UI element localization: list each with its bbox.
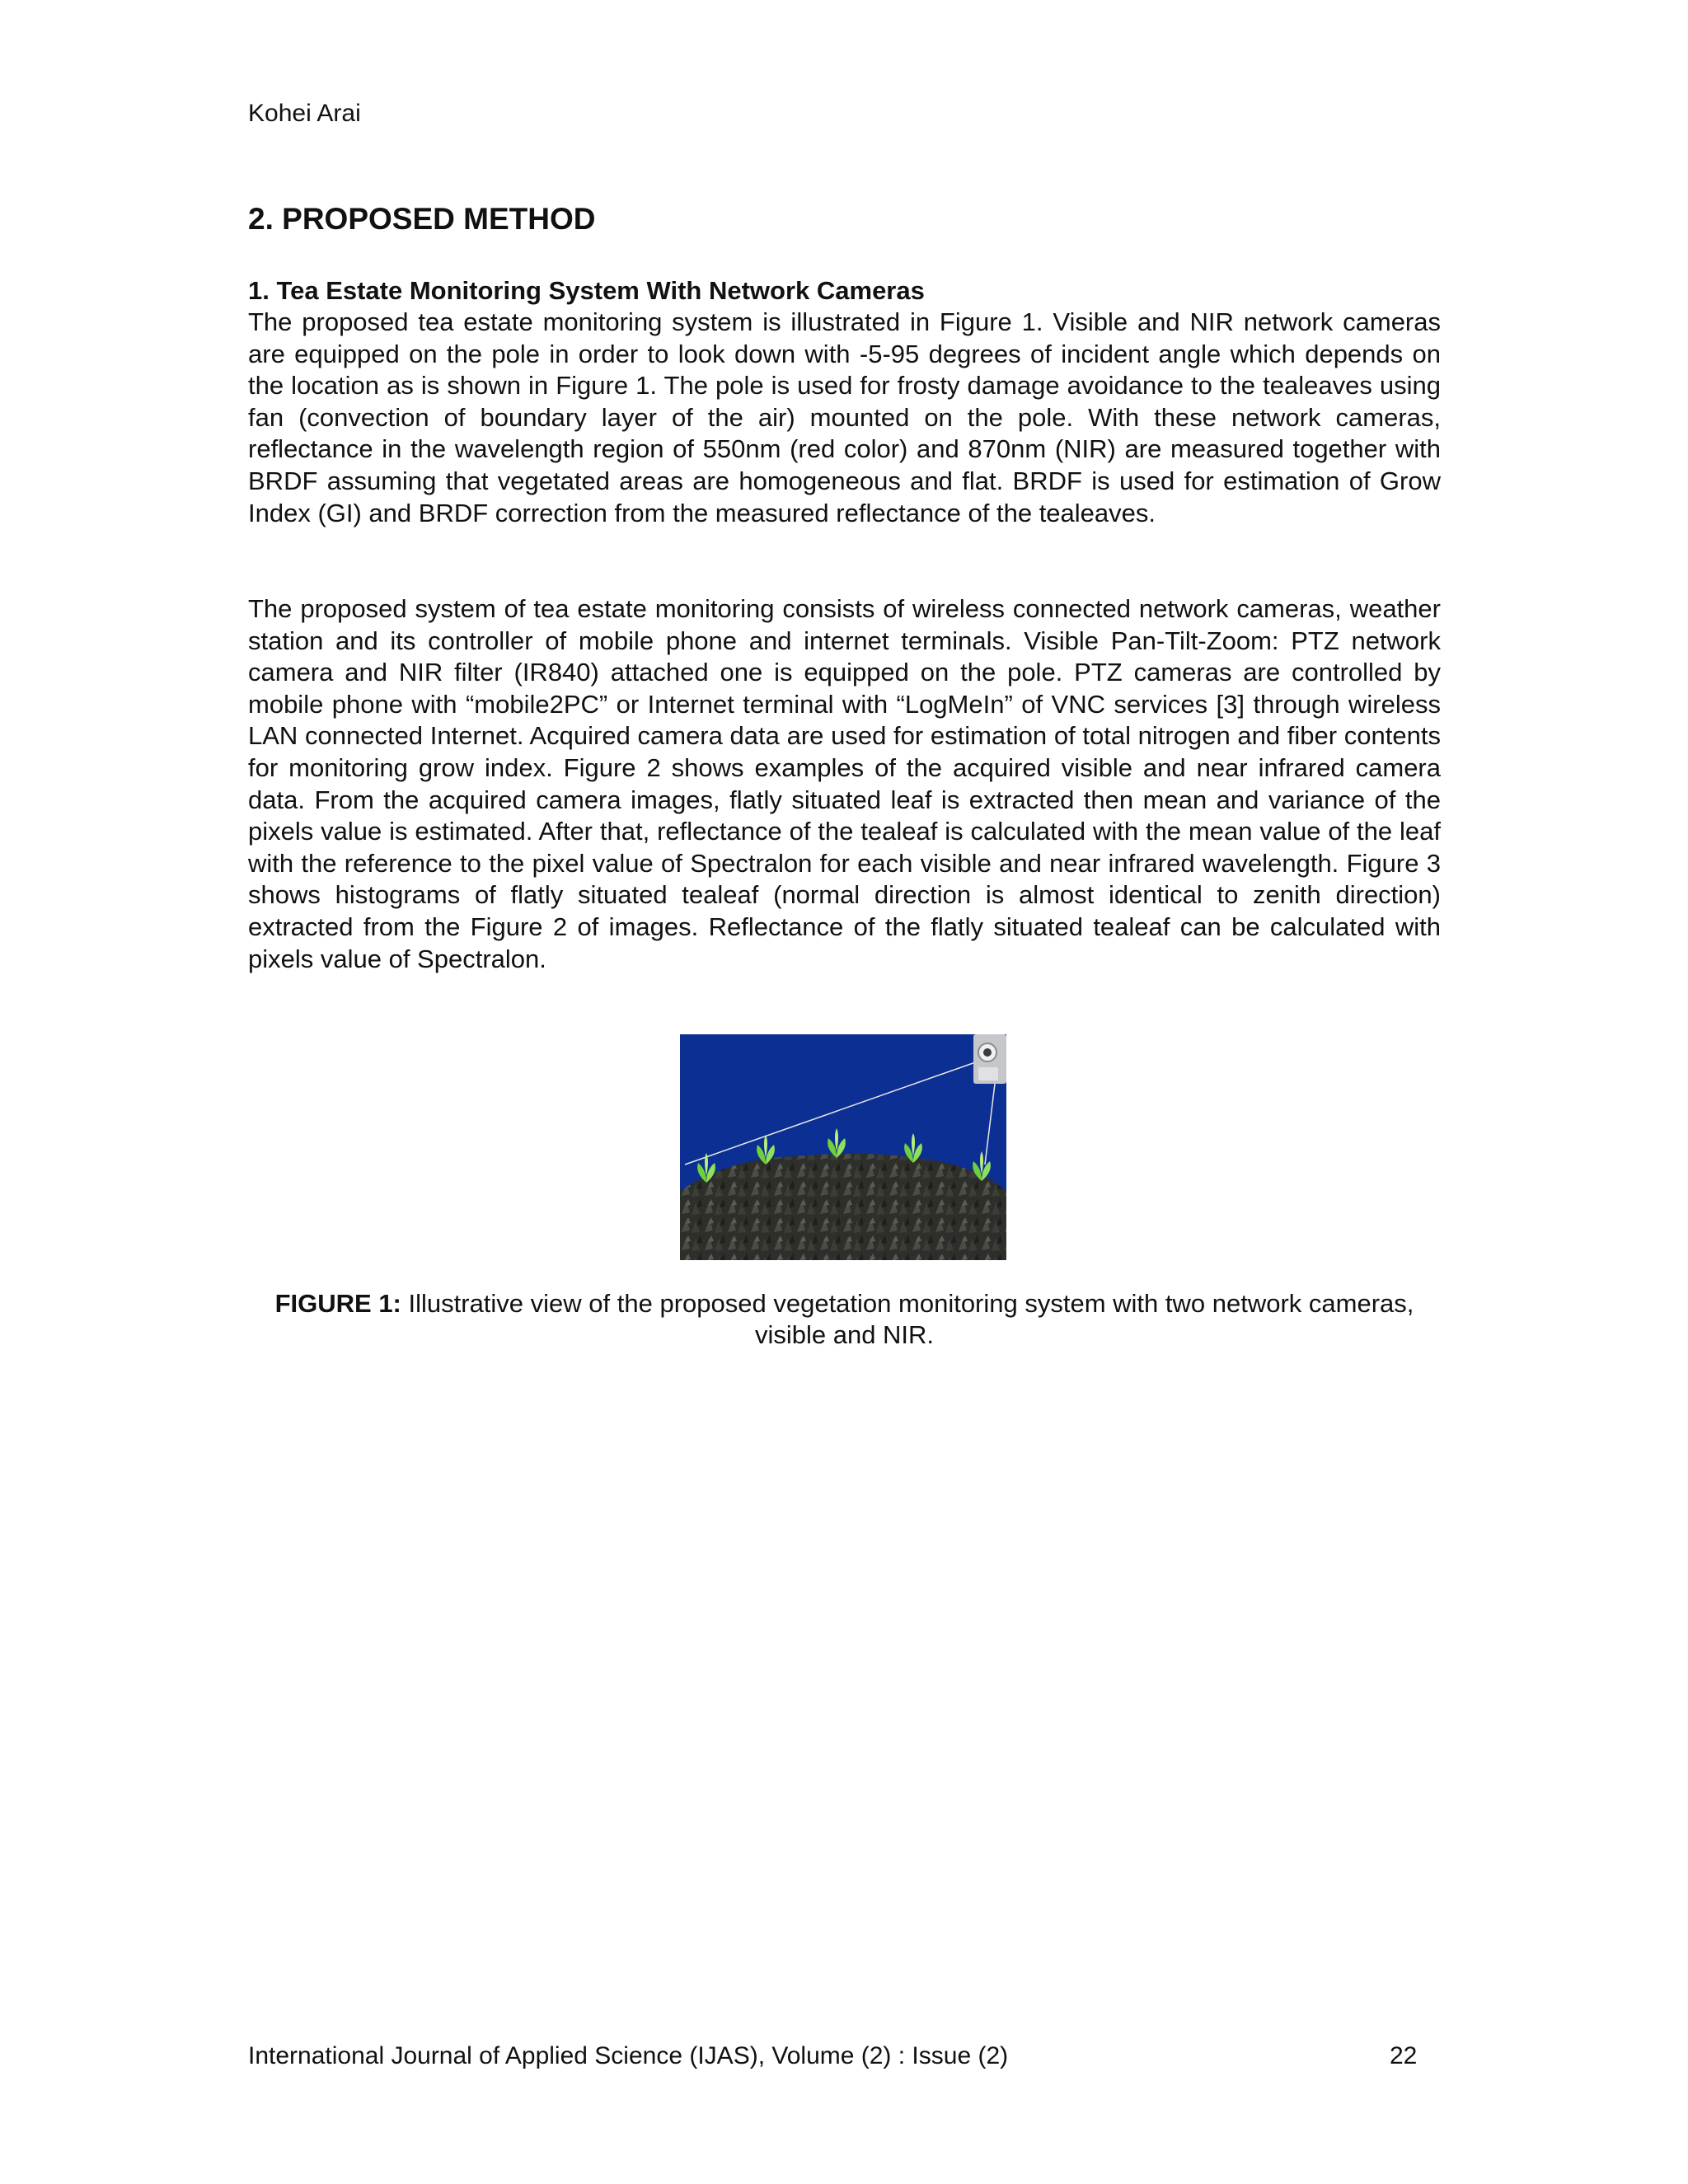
footer-page-number: 22	[1390, 2042, 1418, 2069]
figure-1-label: FIGURE 1:	[274, 1289, 401, 1318]
footer-journal: International Journal of Applied Science (IJAS), Volume (2) : Issue (2)	[248, 2042, 1009, 2069]
running-head-author: Kohei Arai	[248, 100, 361, 127]
camera-icon	[973, 1034, 1006, 1084]
figure-1-caption	[248, 1288, 1441, 1351]
section-heading: 2. PROPOSED METHOD	[248, 202, 596, 236]
figure-1-svg	[680, 1034, 1006, 1260]
body-paragraph-1: The proposed tea estate monitoring system is illustrated in Figure 1. Visible and NIR network cameras are equipped on the pole in order to look down with -5-95 degrees of incident angle which depends on the location as is shown in Figure 1. The pole is used for frosty damage avoidance to the tealeaves using fan (convection of boundary layer of the air) mounted on the pole. With these network cameras, reflectance in the wavelength region of 550nm (red color) and 870nm (NIR) are measured together with BRDF assuming that vegetated areas are homogeneous and flat. BRDF is used for estimation of Grow Index (GI) and BRDF correction from the measured reflectance of the tealeaves.	[248, 307, 1441, 527]
body-paragraph-2: The proposed system of tea estate monitoring consists of wireless connected network cameras, weather station and its controller of mobile phone and internet terminals. Visible Pan-Tilt-Zoom: PTZ network camera and NIR filter (IR840) attached one is equipped on the pole. PTZ cameras are controlled by mobile phone with “mobile2PC” or Internet terminal with “LogMeIn” of VNC services [3] through wireless LAN connected Internet. Acquired camera data are used for estimation of total nitrogen and fiber contents for monitoring grow index. Figure 2 shows examples of the acquired visible and near infrared camera data. From the acquired camera images, flatly situated leaf is extracted then mean and variance of the pixels value is estimated. After that, reflectance of the tealeaf is calculated with the mean value of the leaf with the reference to the pixel value of Spectralon for each visible and near infrared wavelength. Figure 3 shows histograms of flatly situated tealeaf (normal direction is almost identical to zenith direction) extracted from the Figure 2 of images. Reflectance of the flatly situated tealeaf can be calculated with pixels value of Spectralon.	[248, 594, 1441, 973]
figure-1-caption-text: Illustrative view of the proposed vegetation monitoring system with two network cameras, visible and NIR.	[401, 1289, 1414, 1349]
figure-1-illustration	[680, 1034, 1006, 1260]
figure-ground	[680, 1154, 1006, 1260]
subsection-heading: 1. Tea Estate Monitoring System With Network Cameras	[248, 276, 925, 305]
